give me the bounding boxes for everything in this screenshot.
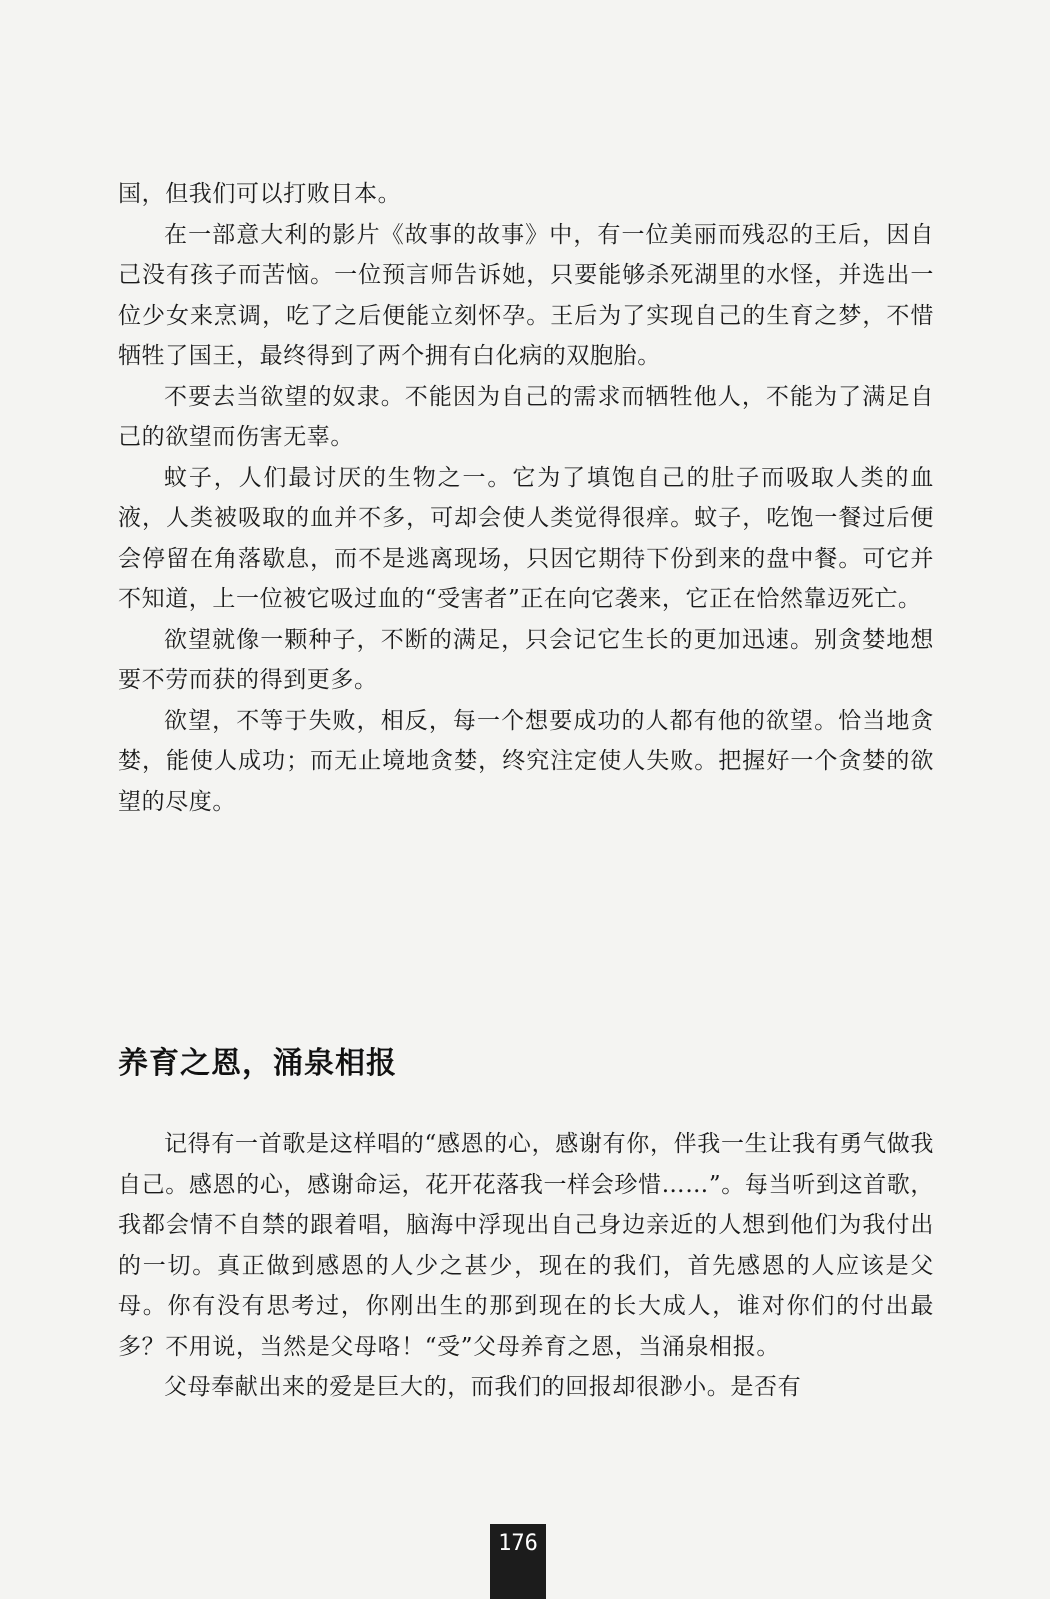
top-text-block — [118, 174, 934, 822]
section-title: 养育之恩，涌泉相报 — [118, 1046, 397, 1081]
paragraph-continued: 国，但我们可以打败日本。 — [118, 181, 402, 207]
paragraph-queen-story: 在一部意大利的影片《故事的故事》中，有一位美丽而残忍的王后，因自己没有孩子而苦恼。一位预言师告诉她，只要能够杀死湖里的水怪，并选出一位少女来烹调，吃了之后便能立刻怀孕。王后为了实现自己的生育之梦，不惜牺牲了国王，最终得到了两个拥有白化病的双胞胎。 — [118, 221, 934, 369]
paragraph-gratitude-song: 记得有一首歌是这样唱的“感恩的心，感谢有你，伴我一生让我有勇气做我自己。感恩的心，感谢命运，花开花落我一样会珍惜……”。每当听到这首歌，我都会情不自禁的跟着唱，脑海中浮现出自己身边亲近的人想到他们为我付出的一切。真正做到感恩的人少之甚少，现在的我们，首先感恩的人应该是父母。你有没有思考过，你刚出生的那到现在的长大成人，谁对你们的付出最多？不用说，当然是父母咯！“受”父母养育之恩，当涌泉相报。 — [118, 1131, 934, 1360]
paragraph-desire-slave: 不要去当欲望的奴隶。不能因为自己的需求而牺牲他人，不能为了满足自己的欲望而伤害无辜。 — [118, 383, 934, 450]
paragraph-parents-love: 父母奉献出来的爱是巨大的，而我们的回报却很渺小。是否有 — [164, 1374, 802, 1400]
paragraph-desire-success: 欲望，不等于失败，相反，每一个想要成功的人都有他的欲望。恰当地贪婪，能使人成功；而无止境地贪婪，终究注定使人失败。把握好一个贪婪的欲望的尽度。 — [118, 707, 934, 815]
bottom-text-block — [118, 1124, 934, 1408]
paragraph-desire-seed: 欲望就像一颗种子，不断的满足，只会记它生长的更加迅速。别贪婪地想要不劳而获的得到更多。 — [118, 626, 934, 693]
page-number: 176 — [490, 1524, 546, 1599]
paragraph-mosquito: 蚊子，人们最讨厌的生物之一。它为了填饱自己的肚子而吸取人类的血液，人类被吸取的血并不多，可却会使人类觉得很痒。蚊子，吃饱一餐过后便会停留在角落歇息，而不是逃离现场，只因它期待下份到来的盘中餐。可它并不知道，上一位被它吸过血的“受害者”正在向它袭来，它正在恰然靠迈死亡。 — [118, 464, 934, 612]
